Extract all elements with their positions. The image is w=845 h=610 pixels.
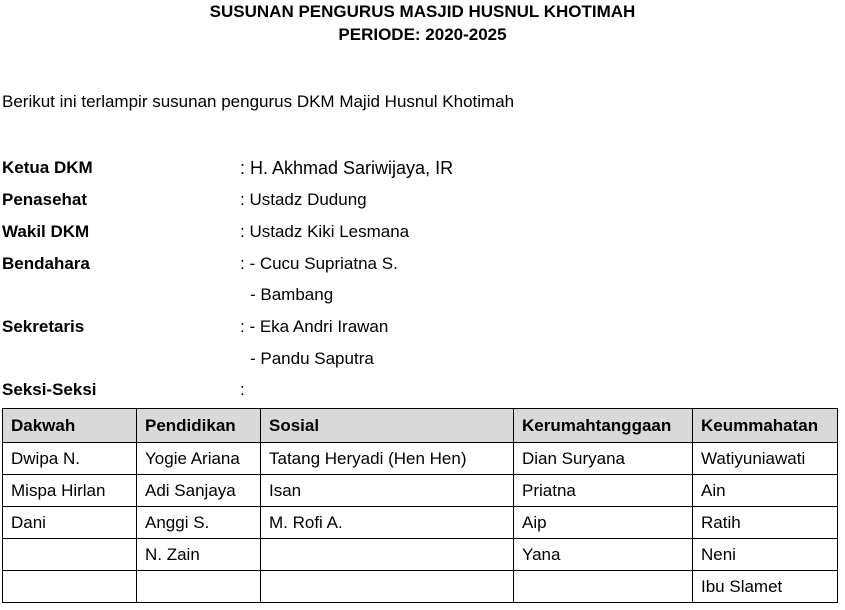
document-period: PERIODE: 2020-2025 [338,25,507,44]
table-cell: Watiyuniawati [693,443,838,475]
table-row [3,539,838,571]
table-row [3,571,838,603]
value-seksi: : [240,380,245,399]
table-cell [261,571,514,603]
value-ketua: : H. Akhmad Sariwijaya, IR [240,158,454,178]
table-cell: Dwipa N. [3,443,137,475]
table-cell: Mispa Hirlan [3,475,137,507]
table-cell [3,539,137,571]
label-seksi: Seksi-Seksi [2,380,97,399]
table-cell: Anggi S. [137,507,261,539]
table-cell: N. Zain [137,539,261,571]
table-cell [514,571,693,603]
table-cell: M. Rofi A. [261,507,514,539]
table-cell: Yogie Ariana [137,443,261,475]
table-cell: Ratih [693,507,838,539]
table-cell: Aip [514,507,693,539]
document-title: SUSUNAN PENGURUS MASJID HUSNUL KHOTIMAH [209,2,636,21]
table-cell: Dani [3,507,137,539]
value-penasehat: : Ustadz Dudung [240,190,367,209]
table-cell: Adi Sanjaya [137,475,261,507]
value-sekretaris-1: : - Eka Andri Irawan [240,317,389,336]
column-header-keummahatan: Keummahatan [693,409,838,443]
table-cell [261,539,514,571]
label-wakil: Wakil DKM [2,222,90,241]
seksi-table [2,408,838,603]
intro-text: Berikut ini terlampir susunan pengurus DKM Majid Husnul Khotimah [2,92,515,111]
column-header-pendidikan: Pendidikan [137,409,261,443]
column-header-sosial: Sosial [261,409,514,443]
table-cell [3,571,137,603]
table-cell [137,571,261,603]
table-header-row [3,409,838,443]
label-sekretaris: Sekretaris [2,317,85,336]
table-cell: Dian Suryana [514,443,693,475]
label-ketua: Ketua DKM [2,158,93,177]
value-wakil: : Ustadz Kiki Lesmana [240,222,410,241]
label-penasehat: Penasehat [2,190,88,209]
value-sekretaris-2: - Pandu Saputra [250,349,374,368]
table-row [3,507,838,539]
value-bendahara-2: - Bambang [250,285,334,304]
column-header-kerumahtanggaan: Kerumahtanggaan [514,409,693,443]
table-cell: Neni [693,539,838,571]
value-bendahara-1: : - Cucu Supriatna S. [240,254,398,273]
table-cell: Priatna [514,475,693,507]
table-cell: Isan [261,475,514,507]
table-cell: Ain [693,475,838,507]
table-row [3,475,838,507]
label-bendahara: Bendahara [2,254,90,273]
table-cell: Tatang Heryadi (Hen Hen) [261,443,514,475]
table-row [3,443,838,475]
table-cell: Ibu Slamet [693,571,838,603]
table-cell: Yana [514,539,693,571]
column-header-dakwah: Dakwah [3,409,137,443]
